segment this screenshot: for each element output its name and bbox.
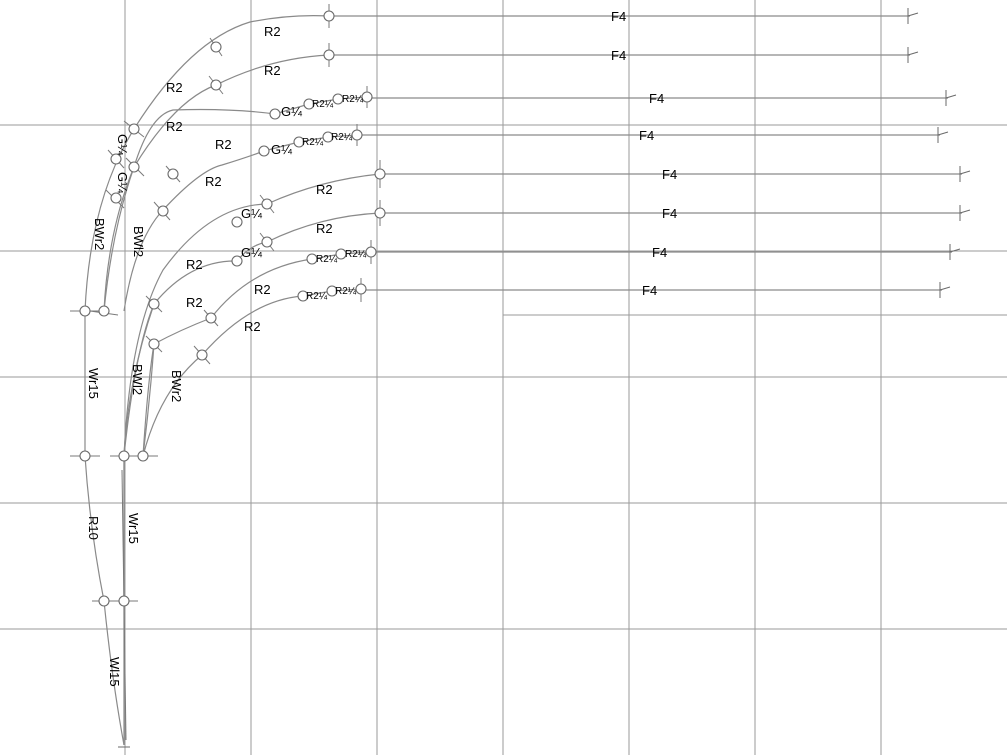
track-node [80, 451, 90, 461]
label-wl15: Wl15 [107, 657, 122, 687]
label-r214: R2¼ [342, 94, 364, 105]
buffer-stop-icon [940, 282, 950, 298]
track-node [211, 42, 221, 52]
label-r2: R2 [166, 80, 183, 95]
track-node [262, 237, 272, 247]
label-bwr2: BWr2 [92, 218, 107, 251]
track-node [99, 306, 109, 316]
track-node [111, 154, 121, 164]
track-node [119, 596, 129, 606]
label-bwl2: BWl2 [131, 226, 146, 258]
buffer-stop-icon [908, 8, 918, 24]
track-node [375, 169, 385, 179]
label-f4: F4 [649, 91, 665, 106]
track-node [324, 11, 334, 21]
label-r214: R2¼ [302, 137, 324, 148]
label-bwl2: BWl2 [130, 364, 145, 396]
buffer-stop-icon [908, 47, 918, 63]
label-r2: R2 [316, 221, 333, 236]
label-f4: F4 [662, 167, 678, 182]
nodes [80, 11, 385, 606]
label-f4: F4 [642, 283, 658, 298]
track-node [119, 451, 129, 461]
track-node [375, 208, 385, 218]
labels [86, 9, 677, 687]
buffer-stop-icon [950, 244, 960, 260]
label-g14: G¼ [241, 245, 262, 260]
label-r2: R2 [215, 137, 232, 152]
track-node [168, 169, 178, 179]
label-r214: R2¼ [335, 286, 357, 297]
label-bwr2: BWr2 [169, 370, 184, 403]
label-f4: F4 [611, 48, 627, 63]
label-r2: R2 [166, 119, 183, 134]
track-node [158, 206, 168, 216]
label-r2: R2 [186, 295, 203, 310]
track-node [149, 339, 159, 349]
track-node [211, 80, 221, 90]
track-node [270, 109, 280, 119]
track-arc-1 [85, 16, 329, 311]
label-f4: F4 [639, 128, 655, 143]
label-g14-vertical: G¼ [115, 172, 130, 193]
track-node [138, 451, 148, 461]
track-node [129, 162, 139, 172]
label-f4: F4 [662, 206, 678, 221]
label-f4: F4 [652, 245, 668, 260]
label-g14-vertical: G¼ [115, 134, 130, 155]
buffer-stop-icon [960, 166, 970, 182]
label-r2: R2 [316, 182, 333, 197]
label-r2: R2 [205, 174, 222, 189]
buffer-stop-icon [960, 205, 970, 221]
label-g14: G¼ [241, 206, 262, 221]
label-r214: R2¼ [316, 254, 338, 265]
label-g14: G¼ [271, 142, 292, 157]
label-r214: R2¼ [331, 132, 353, 143]
label-r2: R2 [254, 282, 271, 297]
label-wr15: Wr15 [86, 368, 101, 399]
track-node [362, 92, 372, 102]
track-node [197, 350, 207, 360]
track-node [206, 313, 216, 323]
track-node [149, 299, 159, 309]
buffer-stop-icon [938, 127, 948, 143]
label-r214: R2¼ [345, 249, 367, 260]
track-node [259, 146, 269, 156]
label-r10: R10 [86, 516, 101, 540]
track-node [80, 306, 90, 316]
label-r2: R2 [264, 24, 281, 39]
label-r2: R2 [244, 319, 261, 334]
track-node [324, 50, 334, 60]
track-node [129, 124, 139, 134]
track-node [352, 130, 362, 140]
label-g14: G¼ [281, 104, 302, 119]
label-r214: R2¼ [306, 291, 328, 302]
track-node [356, 284, 366, 294]
label-f4: F4 [611, 9, 627, 24]
buffer-stop-icon [946, 90, 956, 106]
label-wr15: Wr15 [126, 513, 141, 544]
track-node [111, 193, 121, 203]
joint-ticks [70, 4, 380, 740]
label-r2: R2 [186, 257, 203, 272]
track-arc-3 [104, 97, 367, 311]
track-node [366, 247, 376, 257]
track-node [99, 596, 109, 606]
label-r214: R2¼ [312, 99, 334, 110]
track-node [262, 199, 272, 209]
label-r2: R2 [264, 63, 281, 78]
